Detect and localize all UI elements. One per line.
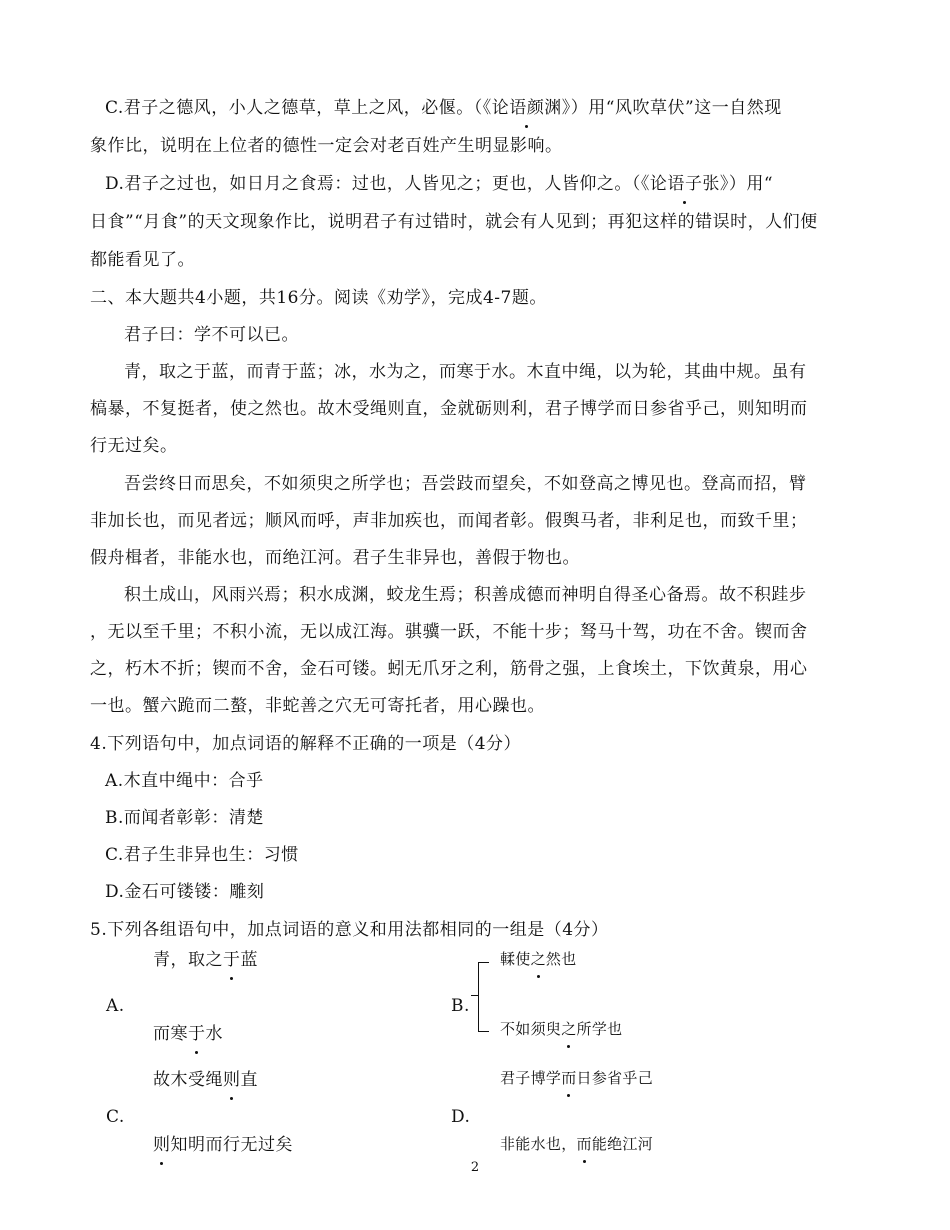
passage-para-1-line3: 行无过矣。: [90, 436, 178, 456]
passage-para-1-line1: 青，取之于蓝，而青于蓝；冰，水为之，而寒于水。木直中绳，以为轮，其曲中规。虽有: [124, 362, 807, 382]
page-number: 2: [470, 1160, 480, 1175]
q5-a-label: A.: [106, 996, 125, 1016]
q5-d-line2: 非能水也，而能绝江河: [500, 1135, 654, 1153]
q5-c-line1: 故木受绳则直: [153, 1070, 258, 1090]
question-4-option-d: D.金石可镂镂：雕刻: [105, 882, 265, 902]
q5-b-line2: 不如须臾之所学也: [500, 1020, 623, 1038]
question-5-stem: 5.下列各组语句中，加点词语的意义和用法都相同的一组是（4分）: [90, 920, 609, 940]
passage-para-2-line3: 假舟楫者，非能水也，而绝江河。君子生非异也，善假于物也。: [90, 548, 580, 568]
question-4-option-c: C.君子生非异也生：习惯: [105, 845, 299, 865]
passage-para-2-line2: 非加长也，而见者远；顺风而呼，声非加疾也，而闻者彰。假舆马者，非利足也，而致千里；: [90, 511, 808, 531]
passage-para-1-line2: 槁暴，不复挺者，使之然也。故木受绳则直，金就砺则利，君子博学而日参省乎己，则知明而: [90, 399, 808, 419]
q5-b-line1: 輮使之然也: [500, 950, 577, 968]
q5-a-line1: 青，取之于蓝: [153, 950, 258, 970]
option-c-line1: C.君子之德风，小人之德草，草上之风，必偃。（《论语颜渊》）用“风吹草伏”这一自然现: [105, 98, 782, 118]
question-4-stem: 4.下列语句中，加点词语的解释不正确的一项是（4分）: [90, 734, 522, 754]
q5-a-line2: 而寒于水: [153, 1024, 223, 1044]
option-d-line1: D.君子之过也，如日月之食焉：过也，人皆见之；更也，人皆仰之。（《论语子张》）用“: [105, 174, 774, 194]
curly-brace-tip: [471, 995, 479, 996]
passage-para-2-line1: 吾尝终日而思矣，不如须臾之所学也；吾尝跂而望矣，不如登高之博见也。登高而招，臂: [124, 474, 807, 494]
passage-para-3-line3: 之，朽木不折；锲而不舍，金石可镂。蚓无爪牙之利，筋骨之强，上食埃土，下饮黄泉，用心: [90, 659, 808, 679]
option-c-line2: 象作比，说明在上位者的德性一定会对老百姓产生明显影响。: [90, 136, 563, 156]
q5-c-line2: 则知明而行无过矣: [153, 1135, 293, 1155]
question-4-option-a: A.木直中绳中：合乎: [105, 771, 264, 791]
q5-d-label: D.: [451, 1107, 471, 1127]
option-d-line3: 都能看见了。: [90, 250, 195, 270]
option-d-line2: 日食”“月食”的天文现象作比，说明君子有过错时，就会有人见到；再犯这样的错误时，人们便: [90, 212, 818, 232]
passage-para-0: 君子曰：学不可以已。: [124, 325, 299, 345]
question-4-option-b: B.而闻者彰彰：清楚: [105, 808, 264, 828]
passage-para-3-line1: 积土成山，风雨兴焉；积水成渊，蛟龙生焉；积善成德而神明自得圣心备焉。故不积跬步: [124, 585, 807, 605]
passage-para-3-line2: ，无以至千里；不积小流，无以成江海。骐骥一跃，不能十步；驽马十驾，功在不舍。锲而舍: [90, 622, 808, 642]
q5-b-label: B.: [451, 996, 470, 1016]
q5-c-label: C.: [106, 1107, 125, 1127]
passage-para-3-line4: 一也。蟹六跪而二螯，非蛇善之穴无可寄托者，用心躁也。: [90, 696, 545, 716]
section-two-heading: 二、本大题共4小题，共16分。阅读《劝学》，完成4-7题。: [90, 288, 547, 308]
q5-d-line1: 君子博学而日参省乎己: [500, 1069, 654, 1087]
curly-brace-icon: [478, 962, 489, 1032]
